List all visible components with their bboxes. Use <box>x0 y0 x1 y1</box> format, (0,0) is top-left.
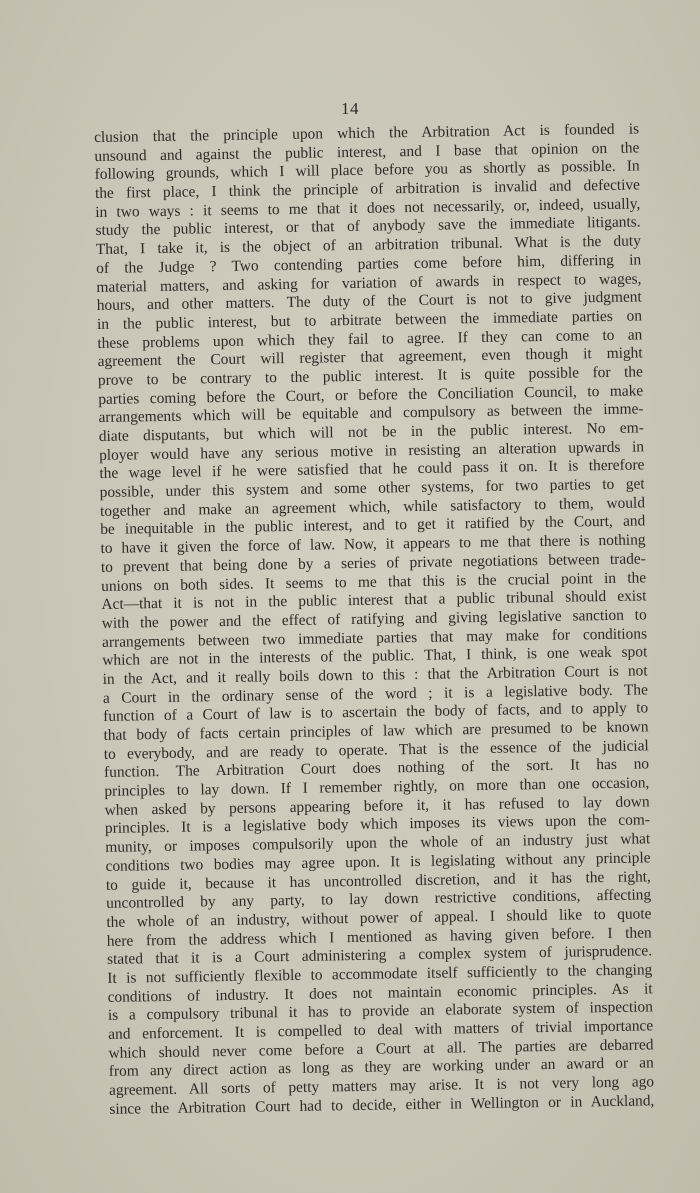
text-line: diate disputants, but which will not be in the public interest. No em- <box>98 419 644 445</box>
text-line: arrangements which will be equitable and compulsory as between the imme- <box>98 400 644 427</box>
text-line: clusion that the principle upon which the Arbitration Act is founded is <box>94 120 640 146</box>
text-line: to guide it, because it has uncontrolled discretion, and it has the right, <box>105 867 651 894</box>
text-line: be inequitable in the public interest, and to get it ratified by the Court, and <box>100 512 646 539</box>
text-line: parties coming before the Court, or before the Conciliation Council, to make <box>98 382 644 408</box>
text-line: It is not sufficiently flexible to accommodate itself sufficiently to the changing <box>107 961 653 987</box>
text-line: That, I take it, is the object of an arbitration tribunal. What is the duty <box>95 232 641 259</box>
text-line: agreement. All sorts of petty matters may arise. It is not very long ago <box>108 1073 655 1099</box>
text-line: here from the address which I mentioned as having given before. I then <box>106 923 652 950</box>
text-line: with the power and the effect of ratifying and giving legislative sanction to <box>101 606 647 632</box>
body-text <box>94 120 654 1119</box>
text-line: that body of facts certain principles of law which are presumed to be known <box>103 718 649 744</box>
text-line: when asked by persons appearing before it, it has refused to lay down <box>104 793 650 819</box>
text-line: to have it given the force of law. Now, it appears to me that there is nothing <box>100 531 646 558</box>
text-line: Act—that it is not in the public interest that a public tribunal should exist <box>101 587 647 614</box>
text-line: munity, or imposes compulsorily upon the whole of an industry just what <box>105 830 651 857</box>
page-number: 14 <box>341 99 359 118</box>
text-line: in two ways : it seems to me that it does not necessarily, or, indeed, usually, <box>95 195 641 221</box>
text-line: in the Act, and it really boils down to this : that the Arbitration Court is not <box>102 662 648 688</box>
text-line: and enforcement. It is compelled to deal with matters of trivial importance <box>108 1017 654 1043</box>
text-line: uncontrolled by any party, to lay down restrictive conditions, affecting <box>106 886 652 913</box>
text-line: is a compulsory tribunal it has to provide an elaborate system of inspection <box>107 998 653 1025</box>
text-line: stated that it is a Court administering a complex system of jurisprudence. <box>106 942 653 969</box>
text-line: the first place, I think the principle of arbitration is invalid and defective <box>94 176 641 203</box>
text-line: which should never come before a Court at all. The parties are debarred <box>108 1036 654 1062</box>
text-line: to everybody, and are ready to operate. That is the essence of the judicial <box>103 737 649 763</box>
text-line: these problems upon which they fail to agree. If they can come to an <box>97 325 643 352</box>
text-line: agreement the Court will register that agreement, even though it might <box>97 344 643 371</box>
text-line: principles. It is a legislative body which imposes its views upon the com- <box>104 811 651 838</box>
text-line: function. The Arbitration Court does nothing of the sort. It has no <box>103 755 650 782</box>
text-line: prove to be contrary to the public interest. It is quite possible for the <box>97 363 644 389</box>
text-line: which are not in the interests of the public. That, I think, is one weak spot <box>102 643 648 670</box>
text-line: possible, under this system and some other systems, for two parties to get <box>99 475 645 502</box>
text-line: unions on both sides. It seems to me that this is the crucial point in the <box>101 568 647 595</box>
text-line: unsound and against the public interest, and I base that opinion on the <box>94 139 640 165</box>
text-line: following grounds, which I will place before you as shortly as possible. In <box>94 157 640 184</box>
text-line: hours, and other matters. The duty of the Court is not to give judgment <box>96 288 642 315</box>
text-line: the whole of an industry, without power of appeal. I should like to quote <box>106 905 652 931</box>
text-line: in the public interest, but to arbitrate between the immediate parties on <box>96 307 643 333</box>
text-line: ployer would have any serious motive in resisting an alteration upwards in <box>98 438 645 464</box>
text-line: conditions of industry. It does not maintain economic principles. As it <box>107 979 653 1006</box>
text-line: conditions two bodies may agree upon. It is legislating without any principle <box>105 849 651 875</box>
text-line: principles to lay down. If I remember rightly, on more than one occasion, <box>104 774 650 800</box>
text-line: to prevent that being done by a series of private negotiations between trade- <box>100 550 646 576</box>
text-line: from any direct action as long as they are working under an award or an <box>108 1054 654 1081</box>
text-line: since the Arbitration Court had to decide, either in Wellington or in Auckland, <box>109 1092 655 1118</box>
text-line: a Court in the ordinary sense of the word ; it is a legislative body. The <box>102 680 649 707</box>
text-line: material matters, and asking for variation of awards in respect to wages, <box>96 269 642 296</box>
text-line: of the Judge ? Two contending parties come before him, differing in <box>96 251 642 277</box>
text-line: arrangements between two immediate parties that may make for conditions <box>101 624 648 651</box>
text-line: study the public interest, or that of anybody save the immediate litigants. <box>95 213 641 240</box>
text-line: function of a Court of law is to ascertain the body of facts, and to apply to <box>103 699 649 726</box>
text-line: the wage level if he were satisfied that he could pass it on. It is therefore <box>99 456 645 483</box>
text-line: together and make an agreement which, while satisfactory to them, would <box>99 494 646 520</box>
